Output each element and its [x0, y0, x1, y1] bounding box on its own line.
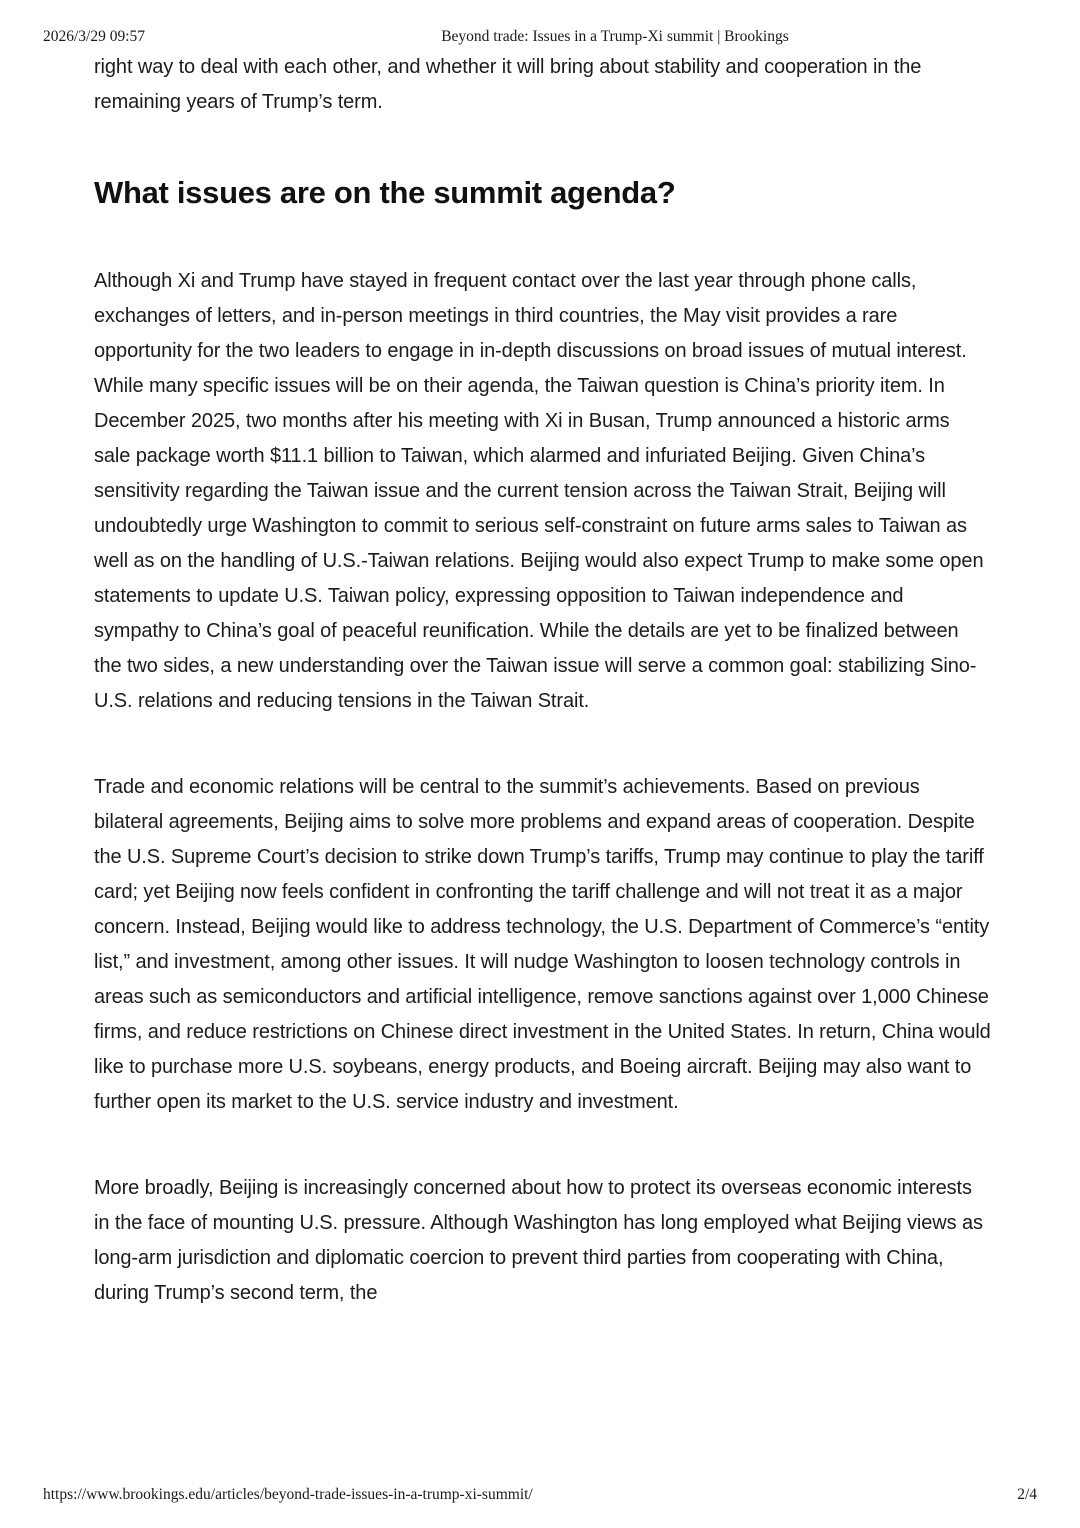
paragraph: Although Xi and Trump have stayed in frequent contact over the last year through phone calls, exchanges of letters, and in-person meetings in third countries, the May visit provides a rare opportunity for the two leaders to engage in in-depth discussions on broad issues of mutual interest. While many specific issues will be on their agenda, the Taiwan question is China’s priority item. In December 2025, two months after his meeting with Xi in Busan, Trump announced a historic arms sale package worth $11.1 billion to Taiwan, which alarmed and infuriated Beijing. Given China’s sensitivity regarding the Taiwan issue and the current tension across the Taiwan Strait, Beijing will undoubtedly urge Washington to commit to serious self-constraint on future arms sales to Taiwan as well as on the handling of U.S.-Taiwan relations. Beijing would also expect Trump to make some open statements to update U.S. Taiwan policy, expressing opposition to Taiwan independence and sympathy to China’s goal of peaceful reunification. While the details are yet to be finalized between the two sides, a new understanding over the Taiwan issue will serve a common goal: stabilizing Sino-U.S. relations and reducing tensions in the Taiwan Strait. [94, 270, 984, 712]
print-header [43, 28, 1037, 48]
paragraph: More broadly, Beijing is increasingly concerned about how to protect its overseas economic interests in the face of mounting U.S. pressure. Although Washington has long employed what Beijing views as long-arm jurisdiction and diplomatic coercion to prevent third parties from cooperating with China, during Trump’s second term, the [94, 1177, 983, 1304]
page-number: 2/4 [1017, 1486, 1037, 1503]
paragraph: Trade and economic relations will be central to the summit’s achievements. Based on previous bilateral agreements, Beijing aims to solve more problems and expand areas of cooperation. Despite the U.S. Supreme Court’s decision to strike down Trump’s tariffs, Trump may continue to play the tariff card; yet Beijing now feels confident in confronting the tariff challenge and will not treat it as a major concern. Instead, Beijing would like to address technology, the U.S. Department of Commerce’s “entity list,” and investment, among other issues. It will nudge Washington to loosen technology controls in areas such as semiconductors and artificial intelligence, remove sanctions against over 1,000 Chinese firms, and reduce restrictions on Chinese direct investment in the United States. In return, China would like to purchase more U.S. soybeans, energy products, and Boeing aircraft. Beijing may also want to further open its market to the U.S. service industry and investment. [94, 776, 991, 1113]
print-footer [43, 1486, 1037, 1506]
print-timestamp: 2026/3/29 09:57 [43, 28, 146, 45]
article-body [94, 50, 991, 1311]
source-url: https://www.brookings.edu/articles/beyond-trade-issues-in-a-trump-xi-summit/ [43, 1486, 533, 1503]
paragraph-intro-continuation: right way to deal with each other, and whether it will bring about stability and cooperation in the remaining years of Trump’s term. [94, 56, 922, 113]
section-heading: What issues are on the summit agenda? [94, 175, 676, 210]
print-header-title: Beyond trade: Issues in a Trump-Xi summit | Brookings [441, 28, 789, 45]
